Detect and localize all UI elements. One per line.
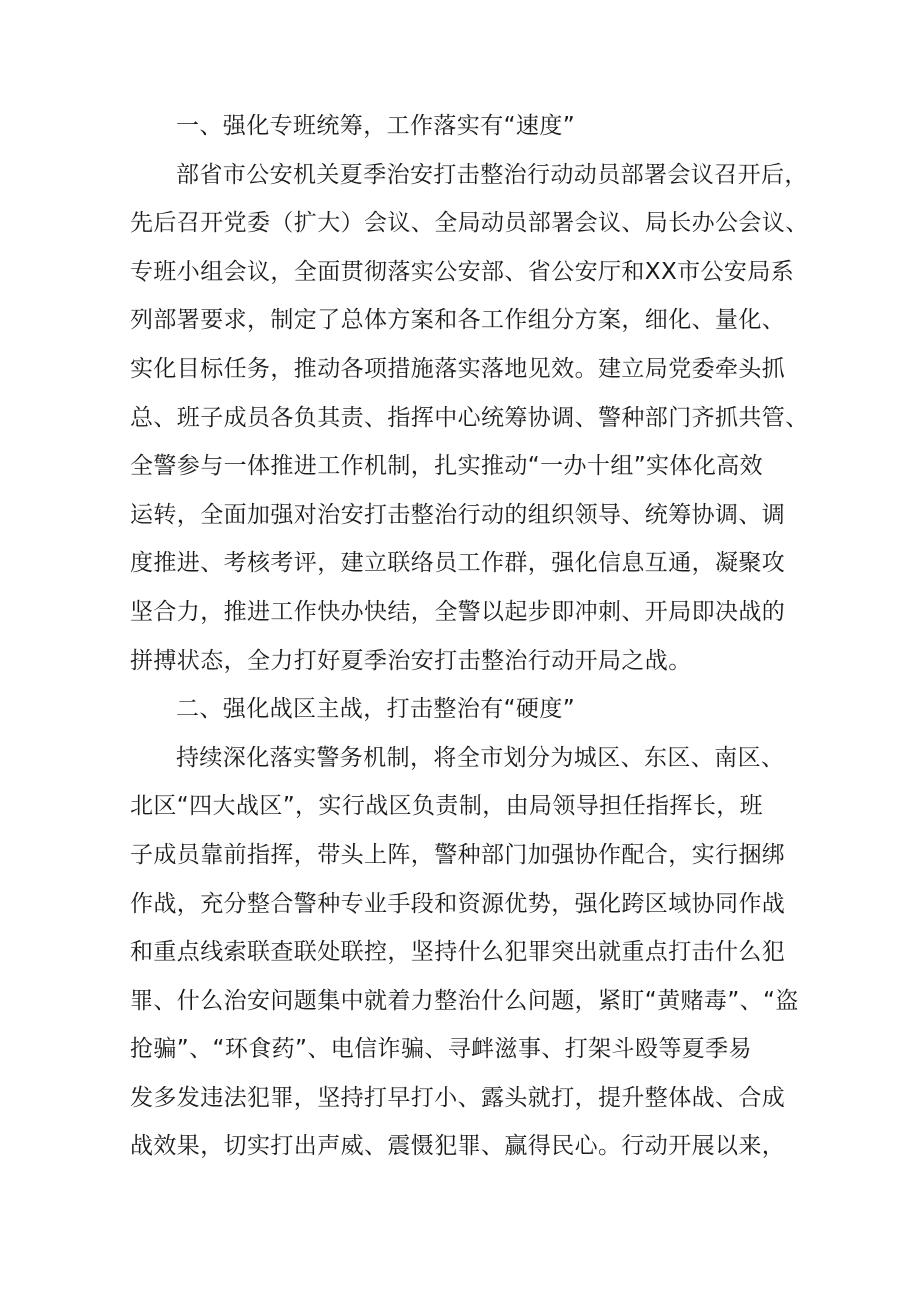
- paragraph-line: 列部署要求，制定了总体方案和各工作组分方案，细化、量化、: [130, 307, 786, 334]
- paragraph-line: 坚合力，推进工作快办快结，全警以起步即冲刺、开局即决战的: [130, 598, 786, 625]
- document-body: [130, 102, 809, 1171]
- paragraph-line: 运转，全面加强对治安打击整治行动的组织领导、统筹协调、调: [130, 501, 786, 528]
- paragraph-line: 专班小组会议，全面贯彻落实公安部、省公安厅和XX市公安局系: [130, 258, 795, 285]
- paragraph-line: 实化目标任务，推动各项措施落实落地见效。建立局党委牵头抓: [130, 355, 786, 382]
- paragraph-line: 拼搏状态，全力打好夏季治安打击整治行动开局之战。: [130, 647, 692, 674]
- paragraph-line: 罪、什么治安问题集中就着力整治什么问题，紧盯“黄赌毒”、“盗: [130, 987, 799, 1014]
- paragraph-line: 作战，充分整合警种专业手段和资源优势，强化跨区域协同作战: [130, 890, 786, 917]
- paragraph-line: 持续深化落实警务机制，将全市划分为城区、东区、南区、: [176, 744, 785, 771]
- paragraph-line: 全警参与一体推进工作机制，扎实推动“一办十组”实体化高效: [130, 453, 764, 480]
- paragraph-line: 战效果，切实打出声威、震慑犯罪、赢得民心。行动开展以来，: [130, 1133, 786, 1160]
- section-1-heading: 一、强化专班统筹，工作落实有“速度”: [176, 113, 576, 139]
- paragraph-line: 和重点线索联查联处联控，坚持什么犯罪突出就重点打击什么犯: [130, 939, 786, 966]
- paragraph-line: 度推进、考核考评，建立联络员工作群，强化信息互通，凝聚攻: [130, 550, 786, 577]
- paragraph-line: 北区“四大战区”，实行战区负责制，由局领导担任指挥长，班: [130, 793, 764, 820]
- section-2-paragraph: [130, 734, 802, 1171]
- section-1-paragraph: [130, 151, 809, 686]
- paragraph-line: 发多发违法犯罪，坚持打早打小、露头就打，提升整体战、合成: [130, 1084, 786, 1111]
- paragraph-line: 子成员靠前指挥，带头上阵，警种部门加强协作配合，实行捆绑: [130, 841, 786, 868]
- paragraph-line: 先后召开党委（扩大）会议、全局动员部署会议、局长办公会议、: [130, 210, 809, 237]
- paragraph-line: 部省市公安机关夏季治安打击整治行动动员部署会议召开后，: [176, 161, 808, 188]
- paragraph-line: 抢骗”、“环食药”、电信诈骗、寻衅滋事、打架斗殴等夏季易: [130, 1036, 752, 1063]
- paragraph-line: 总、班子成员各负其责、指挥中心统筹协调、警种部门齐抓共管、: [130, 404, 809, 431]
- section-2-heading: 二、强化战区主战，打击整治有“硬度”: [176, 696, 576, 723]
